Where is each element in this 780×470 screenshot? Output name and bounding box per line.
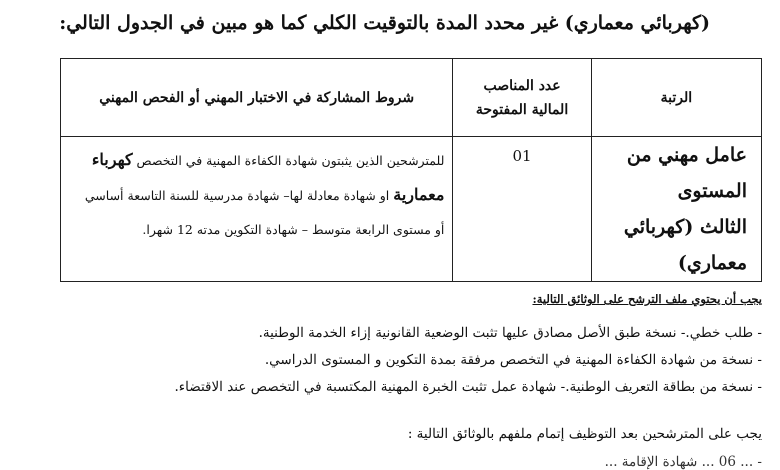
header-conditions: شروط المشاركة في الاختبار المهني أو الفحص المهني — [61, 59, 453, 137]
cut-off-line: - ... 06 ... شهادة الإقامة ... — [604, 454, 762, 470]
requirement-item: - نسخة من شهادة الكفاءة المهنية في التخصص مرفقة بمدة التكوين و المستوى الدراسي. — [264, 352, 762, 368]
intro-text: (كهربائي معماري) غير محدد المدة بالتوقيت الكلي كما هو مبين في الجدول التالي: — [59, 12, 710, 34]
requirements-section — [22, 292, 762, 401]
requirements-heading: يجب أن يحتوي ملف الترشح على الوثائق التالية: — [532, 292, 762, 306]
requirement-item: - نسخة من بطاقة التعريف الوطنية.- شهادة عمل تثبت الخبرة المهنية المكتسبة في التخصص عند الاقتضاء. — [174, 379, 762, 395]
after-hiring-text: يجب على المترشحين بعد التوظيف إتمام ملفهم بالوثائق التالية : — [407, 426, 762, 442]
conditions-cell — [61, 137, 453, 282]
posts-cell: 01 — [453, 137, 591, 282]
conditions-text-2: او شهادة معادلة لها– شهادة مدرسية للسنة التاسعة أساسي — [84, 188, 394, 203]
header-posts — [453, 59, 591, 137]
grade-cell — [591, 137, 761, 282]
grade-line1: عامل مهني من المستوى — [626, 144, 747, 202]
header-grade: الرتبة — [591, 59, 761, 137]
table-header-row — [61, 59, 762, 137]
positions-table — [60, 58, 762, 282]
conditions-text-3: أو مستوى الرابعة متوسط – شهادة التكوين مدته 12 شهرا. — [142, 222, 445, 237]
requirement-item: - طلب خطي.- نسخة طبق الأصل مصادق عليها تثبت الوضعية القانونية إزاء الخدمة الوطنية. — [258, 325, 762, 341]
conditions-text-1: للمترشحين الذين يثبتون شهادة الكفاءة المهنية في التخصص — [132, 153, 445, 168]
grade-line2: الثالث (كهربائي معماري) — [623, 216, 747, 274]
header-posts-line2: المالية المفتوحة — [475, 101, 569, 118]
conditions-bold-2: معمارية — [393, 185, 445, 204]
table-row — [61, 137, 762, 282]
header-posts-line1: عدد المناصب — [483, 77, 561, 94]
conditions-bold-1: كهرباء — [91, 150, 133, 169]
